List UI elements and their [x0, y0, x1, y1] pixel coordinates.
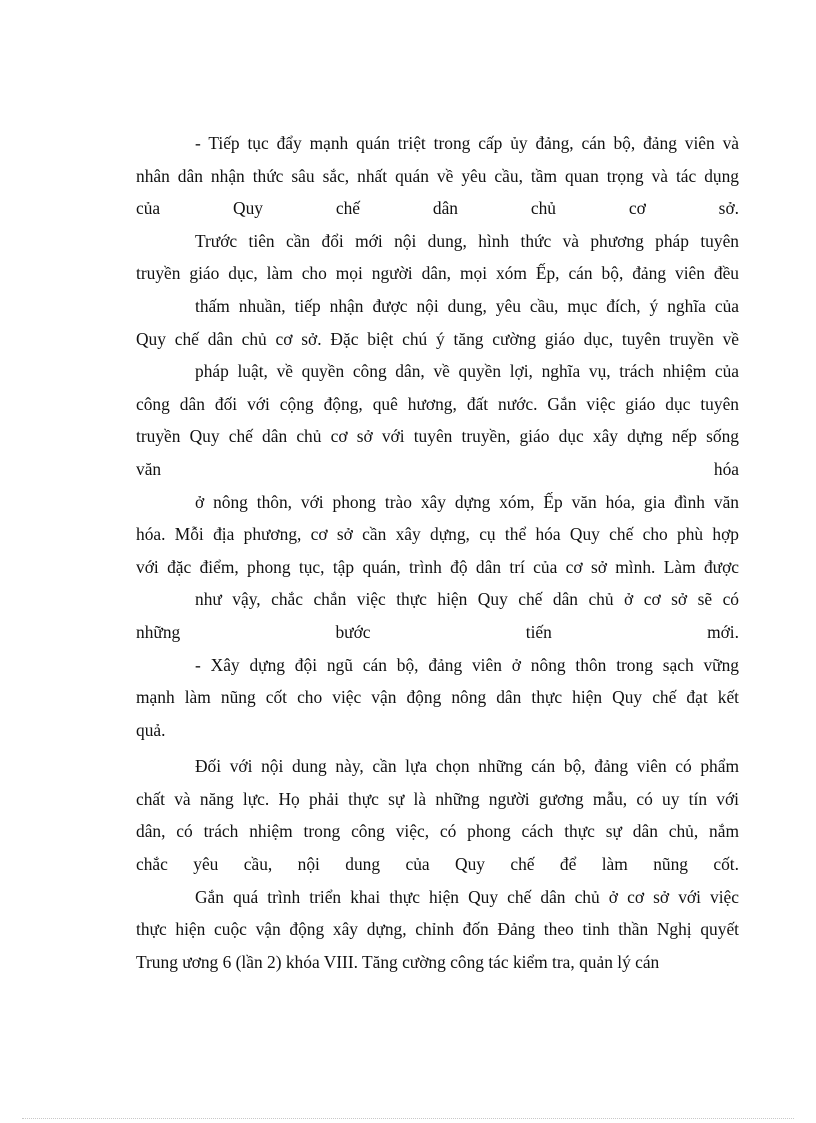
text-line: Trước tiên cần đổi mới nội dung, hình thức và phương pháp tuyên	[195, 230, 739, 251]
text-line: pháp luật, về quyền công dân, về quyền lợi, nghĩa vụ, trách nhiệm của	[195, 361, 739, 382]
text-line: thực hiện cuộc vận động xây dựng, chỉnh đốn Đảng theo tinh thần Nghị quyết	[136, 919, 739, 940]
text-line: công dân đối với cộng động, quê hương, đất nước. Gắn việc giáo dục tuyên	[136, 393, 739, 414]
text-line: chất và năng lực. Họ phải thực sự là những người gương mẫu, có uy tín với	[136, 788, 739, 809]
text-line: quả.	[136, 719, 166, 740]
text-line: ở nông thôn, với phong trào xây dựng xóm, Ếp văn hóa, gia đình văn	[195, 491, 739, 512]
text-line: như vậy, chắc chắn việc thực hiện Quy chế dân chủ ở cơ sở sẽ có	[195, 589, 739, 610]
text-line: - Tiếp tục đẩy mạnh quán triệt trong cấp ủy đảng, cán bộ, đảng viên và	[195, 133, 739, 153]
text-line: những bước tiến mới.	[136, 621, 739, 642]
body-text	[136, 127, 739, 978]
text-line: truyền giáo dục, làm cho mọi người dân, mọi xóm Ếp, cán bộ, đảng viên đều	[136, 263, 739, 284]
text-line: truyền Quy chế dân chủ cơ sở với tuyên truyền, giáo dục xây dựng nếp sống	[136, 426, 739, 447]
text-line: dân, có trách nhiệm trong công việc, có phong cách thực sự dân chủ, nắm	[136, 821, 739, 842]
text-line: Đối với nội dung này, cần lựa chọn những cán bộ, đảng viên có phẩm	[195, 756, 739, 777]
text-line: Gắn quá trình triển khai thực hiện Quy chế dân chủ ở cơ sở với việc	[195, 886, 739, 907]
text-line: nhân dân nhận thức sâu sắc, nhất quán về yêu cầu, tầm quan trọng và tác dụng	[136, 165, 739, 186]
text-line: hóa. Mỗi địa phương, cơ sở cần xây dựng, cụ thể hóa Quy chế cho phù hợp	[136, 524, 739, 545]
text-line: văn hóa	[136, 458, 739, 479]
footer-divider	[22, 1118, 794, 1119]
text-line: thấm nhuần, tiếp nhận được nội dung, yêu cầu, mục đích, ý nghĩa của	[195, 295, 739, 316]
text-line: - Xây dựng đội ngũ cán bộ, đảng viên ở nông thôn trong sạch vững	[195, 654, 739, 675]
text-line: mạnh làm nũng cốt cho việc vận động nông dân thực hiện Quy chế đạt kết	[136, 687, 739, 708]
text-line: của Quy chế dân chủ cơ sở.	[136, 198, 739, 219]
text-line: với đặc điểm, phong tục, tập quán, trình độ dân trí của cơ sở mình. Làm được	[136, 556, 739, 577]
text-line: chắc yêu cầu, nội dung của Quy chế để làm nũng cốt.	[136, 854, 739, 875]
text-line: Trung ương 6 (lần 2) khóa VIII. Tăng cường công tác kiểm tra, quản lý cán	[136, 951, 660, 972]
text-line: Quy chế dân chủ cơ sở. Đặc biệt chú ý tăng cường giáo dục, tuyên truyền về	[136, 328, 739, 349]
